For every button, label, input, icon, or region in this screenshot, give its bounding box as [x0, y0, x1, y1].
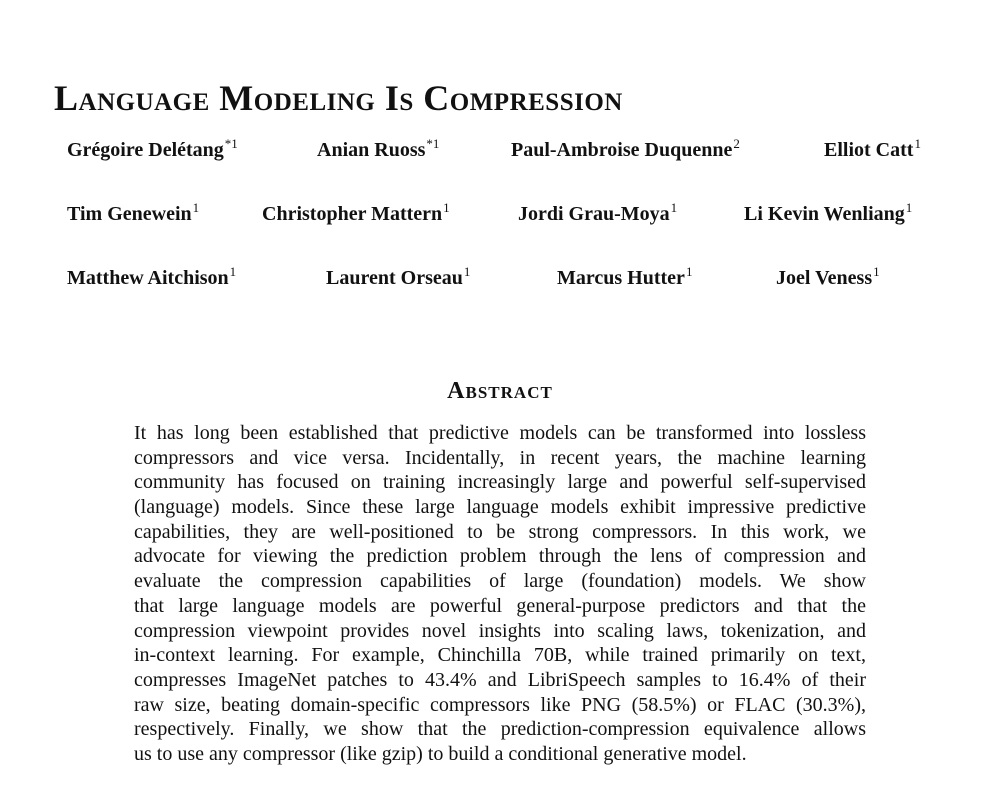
abstract-line[interactable]: capabilities, they are well-positioned to be strong compressors. In this work, we: [134, 520, 866, 543]
abstract-body[interactable]: [134, 421, 866, 767]
abstract-line[interactable]: us to use any compressor (like gzip) to build a conditional generative model.: [134, 742, 747, 765]
author-affiliation: 1: [685, 264, 693, 279]
abstract-line[interactable]: compresses ImageNet patches to 43.4% and LibriSpeech samples to 16.4% of their: [134, 668, 866, 691]
abstract-heading: Abstract: [447, 377, 553, 404]
abstract-line[interactable]: advocate for viewing the prediction problem through the lens of compression and: [134, 545, 866, 568]
author: [518, 200, 678, 225]
author-affiliation: 1: [873, 264, 880, 279]
author-affiliation: 1: [192, 200, 200, 215]
author-name: Jordi Grau-Moya: [518, 203, 670, 225]
author-name: Li Kevin Wenliang: [744, 203, 905, 225]
author-name: Marcus Hutter: [557, 267, 685, 289]
abstract-line[interactable]: in-context learning. For example, Chinchilla 70B, while trained primarily on text,: [134, 644, 866, 667]
author: [557, 264, 693, 289]
author: [511, 136, 740, 161]
author-row: [67, 136, 933, 168]
author: [317, 136, 440, 161]
author: [744, 200, 913, 225]
abstract-line[interactable]: evaluate the compression capabilities of large (foundation) models. We show: [134, 570, 866, 593]
author: [824, 136, 921, 161]
abstract-line[interactable]: raw size, beating domain-specific compressors like PNG (58.5%) or FLAC (30.3%),: [134, 693, 866, 716]
author-affiliation: 1: [670, 200, 678, 215]
abstract-line[interactable]: that large language models are powerful general-purpose predictors and that the: [134, 594, 866, 617]
abstract-line[interactable]: compressors and vice versa. Incidentally, in recent years, the machine learning: [134, 446, 866, 469]
author-name: Laurent Orseau: [326, 267, 463, 289]
author-affiliation: 1: [905, 200, 913, 215]
author-affiliation: 1: [443, 200, 450, 215]
author-affiliation: 1: [229, 264, 237, 279]
author-name: Elliot Catt: [824, 139, 914, 161]
author-affiliation: 1: [463, 264, 471, 279]
abstract-line[interactable]: compression viewpoint provides novel insights into scaling laws, tokenization, and: [134, 619, 866, 642]
author-name: Paul-Ambroise Duquenne: [511, 139, 733, 161]
author-affiliation: *1: [224, 136, 238, 151]
abstract-line[interactable]: respectively. Finally, we show that the prediction-compression equivalence allows: [134, 718, 866, 741]
author-name: Grégoire Delétang: [67, 139, 224, 161]
author-name: Christopher Mattern: [262, 203, 443, 225]
author-affiliation: *1: [426, 136, 440, 151]
author-affiliation: 1: [914, 136, 921, 151]
author-affiliation: 2: [733, 136, 740, 151]
author: [326, 264, 471, 289]
author-name: Anian Ruoss: [317, 139, 426, 161]
author: [262, 200, 450, 225]
author-row: [67, 200, 933, 232]
author: [67, 200, 200, 225]
author-name: Tim Genewein: [67, 203, 192, 225]
abstract-line[interactable]: community has focused on training increasingly large and powerful self-supervised: [134, 471, 866, 494]
author: [67, 136, 238, 161]
abstract-line[interactable]: It has long been established that predictive models can be transformed into lossless: [134, 422, 866, 444]
author-name: Joel Veness: [776, 267, 873, 289]
author: [67, 264, 237, 289]
author: [776, 264, 880, 289]
author-row: [67, 264, 933, 296]
abstract-line[interactable]: (language) models. Since these large language models exhibit impressive predictive: [134, 496, 866, 519]
author-name: Matthew Aitchison: [67, 267, 229, 289]
paper-title: Language Modeling Is Compression: [54, 78, 623, 119]
